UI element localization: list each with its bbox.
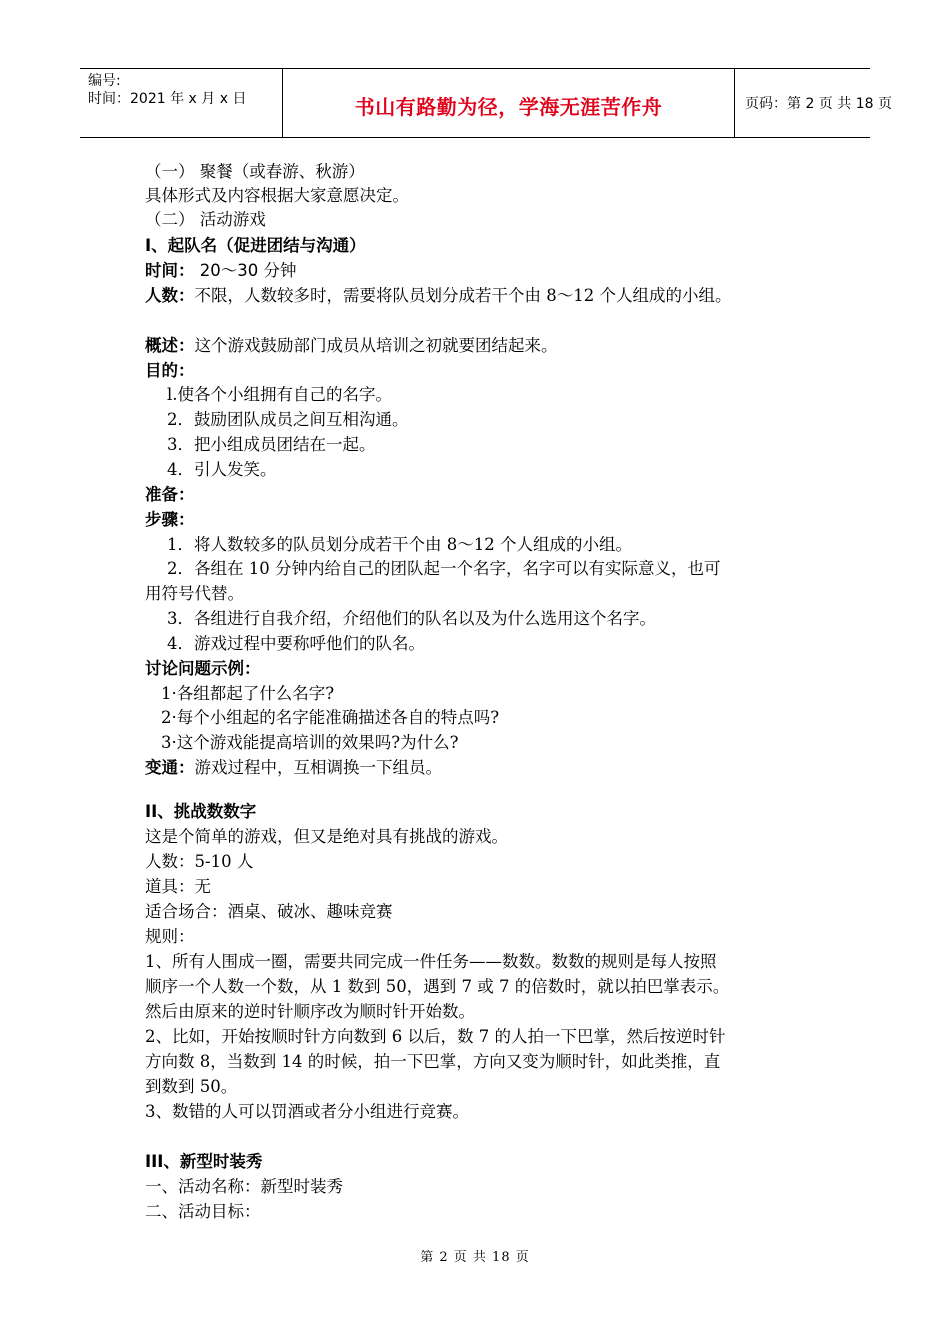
game-three-line: 一、活动名称：新型时装秀	[145, 1177, 343, 1196]
time-label: 时间：	[145, 261, 195, 280]
time-label: 时间：2021 年 x 月 x 日	[88, 91, 247, 107]
header-table	[80, 68, 892, 138]
game-two-line: 道具：无	[145, 877, 211, 896]
game-two-line: 人数：5-10 人	[145, 852, 254, 871]
time-value: 20～30 分钟	[194, 261, 297, 280]
game-two-line: 方向数 8，当数到 14 的时候，拍一下巴掌，方向又变为顺时针，如此类推，直	[145, 1052, 721, 1071]
game-two-line: 适合场合：酒桌、破冰、趣味竞赛	[145, 902, 393, 921]
game-one-time	[145, 259, 296, 283]
game-one-summary	[145, 334, 558, 358]
step-item: 1．将人数较多的队员划分成若干个由 8～12 个人组成的小组。	[167, 535, 632, 554]
slogan: 书山有路勤为径，学海无涯苦作舟	[354, 95, 663, 119]
game-two-title: II、挑战数数字	[145, 802, 257, 821]
goal-item: 2．鼓励团队成员之间互相沟通。	[167, 410, 409, 429]
prep-label: 准备：	[145, 485, 195, 504]
game-one-title: I、起队名（促进团结与沟通）	[145, 236, 366, 255]
goal-item: 3．把小组成员团结在一起。	[167, 435, 376, 454]
variant-value: 游戏过程中，互相调换一下组员。	[194, 758, 442, 777]
step-item: 4．游戏过程中要称呼他们的队名。	[167, 634, 425, 653]
game-one-people	[145, 284, 731, 308]
section-two-title: （二） 活动游戏	[145, 210, 266, 229]
goal-label: 目的：	[145, 361, 195, 380]
steps-label: 步骤：	[145, 510, 195, 529]
variant-label: 变通：	[145, 758, 195, 777]
summary-label: 概述：	[145, 336, 195, 355]
game-two-line: 顺序一个人数一个数，从 1 数到 50，遇到 7 或 7 的倍数时，就以拍巴掌表示。	[145, 977, 730, 996]
discussion-item: 2·每个小组起的名字能准确描述各自的特点吗?	[161, 708, 500, 727]
game-two-line: 然后由原来的逆时针顺序改为顺时针开始数。	[145, 1002, 475, 1021]
game-three-title: III、新型时装秀	[145, 1152, 263, 1171]
header-page-cell	[735, 69, 892, 137]
game-two-line: 规则：	[145, 927, 195, 946]
summary-value: 这个游戏鼓励部门成员从培训之初就要团结起来。	[194, 336, 558, 355]
discussion-label: 讨论问题示例：	[145, 659, 261, 678]
game-two-line: 到数到 50。	[145, 1077, 238, 1096]
header-slogan-cell	[283, 69, 735, 137]
goal-item: l.使各个小组拥有自己的名字。	[167, 385, 393, 404]
step-item: 3．各组进行自我介绍，介绍他们的队名以及为什么选用这个名字。	[167, 609, 656, 628]
code-label: 编号:	[88, 73, 121, 89]
game-two-line: 这是个简单的游戏，但又是绝对具有挑战的游戏。	[145, 827, 508, 846]
header-meta-cell	[80, 69, 283, 137]
step-item-continued: 用符号代替。	[145, 584, 244, 603]
step-item: 2．各组在 10 分钟内给自己的团队起一个名字，名字可以有实际意义，也可	[167, 559, 721, 578]
page-footer: 第 2 页 共 18 页	[420, 1250, 530, 1265]
discussion-item: 1·各组都起了什么名字?	[161, 684, 335, 703]
goal-item: 4．引人发笑。	[167, 460, 277, 479]
game-two-line: 1、所有人围成一圈，需要共同完成一件任务——数数。数数的规则是每人按照	[145, 952, 717, 971]
game-two-line: 2、比如，开始按顺时针方向数到 6 以后，数 7 的人拍一下巴掌，然后按逆时针	[145, 1027, 726, 1046]
game-two-line: 3、数错的人可以罚酒或者分小组进行竞赛。	[145, 1102, 469, 1121]
people-label: 人数：	[145, 286, 195, 305]
discussion-item: 3·这个游戏能提高培训的效果吗?为什么?	[161, 733, 459, 752]
page-info: 页码：第 2 页 共 18 页	[745, 96, 892, 112]
people-value: 不限，人数较多时，需要将队员划分成若干个由 8～12 个人组成的小组。	[194, 286, 732, 305]
game-three-line: 二、活动目标：	[145, 1202, 261, 1221]
section-one-title: （一） 聚餐（或春游、秋游）	[145, 162, 365, 181]
section-one-text: 具体形式及内容根据大家意愿决定。	[145, 186, 409, 205]
game-one-variant	[145, 756, 442, 780]
